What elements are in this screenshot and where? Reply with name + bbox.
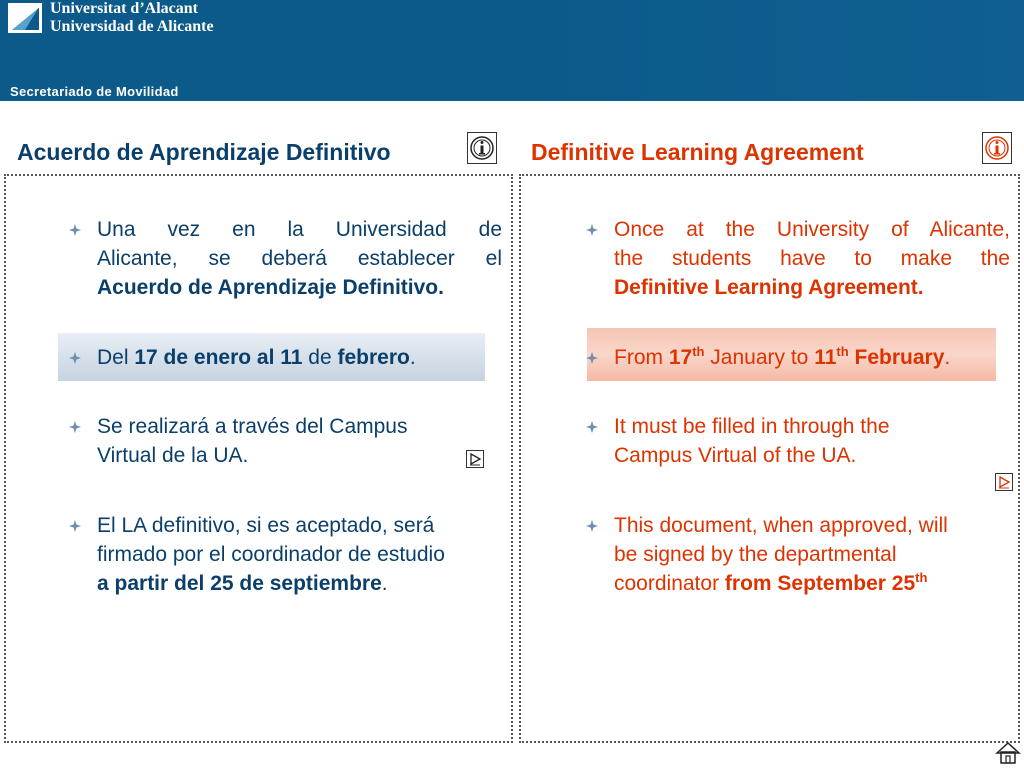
info-icon[interactable]: [982, 132, 1012, 164]
header-shade: [504, 0, 1024, 101]
play-icon[interactable]: [995, 473, 1013, 491]
department-name: Secretariado de Movilidad: [10, 84, 179, 99]
spanish-item-2: Del 17 de enero al 11 de febrero.: [97, 346, 416, 369]
ua-logo-icon: [8, 3, 42, 33]
english-item-4: This document, when approved, will be signed by the departmental coordinator from September 25th: [614, 514, 948, 595]
info-icon[interactable]: [467, 132, 497, 164]
bullet-icon: [69, 520, 81, 532]
spanish-item-3: Se realizará a través del Campus Virtual de la UA.: [97, 415, 408, 467]
english-title: Definitive Learning Agreement: [531, 139, 864, 165]
spanish-item-1: Una vez en la Universidad de Alicante, se deberá establecer el Acuerdo de Aprendizaje Definitivo.: [97, 218, 502, 299]
bullet-icon: [586, 224, 598, 236]
bullet-icon: [69, 421, 81, 433]
spanish-title: Acuerdo de Aprendizaje Definitivo: [17, 139, 391, 165]
bullet-icon: [586, 421, 598, 433]
bullet-icon: [586, 352, 598, 364]
bullet-icon: [69, 224, 81, 236]
english-item-2: From 17th January to 11th February.: [614, 344, 951, 369]
university-name-catalan: Universitat d’Alacant: [50, 0, 198, 17]
english-item-3: It must be filled in through the Campus Virtual of the UA.: [614, 415, 890, 467]
spanish-item-4: El LA definitivo, si es aceptado, será firmado por el coordinador de estudio a partir del 25 de septiembre.: [97, 514, 445, 595]
play-icon[interactable]: [466, 450, 484, 468]
university-name-spanish: Universidad de Alicante: [50, 18, 214, 35]
bullet-icon: [69, 352, 81, 364]
home-icon[interactable]: [995, 741, 1021, 765]
header-banner: [0, 0, 1024, 101]
english-item-1: Once at the University of Alicante, the students have to make the Definitive Learning Agreement.: [614, 218, 1010, 299]
bullet-icon: [586, 520, 598, 532]
